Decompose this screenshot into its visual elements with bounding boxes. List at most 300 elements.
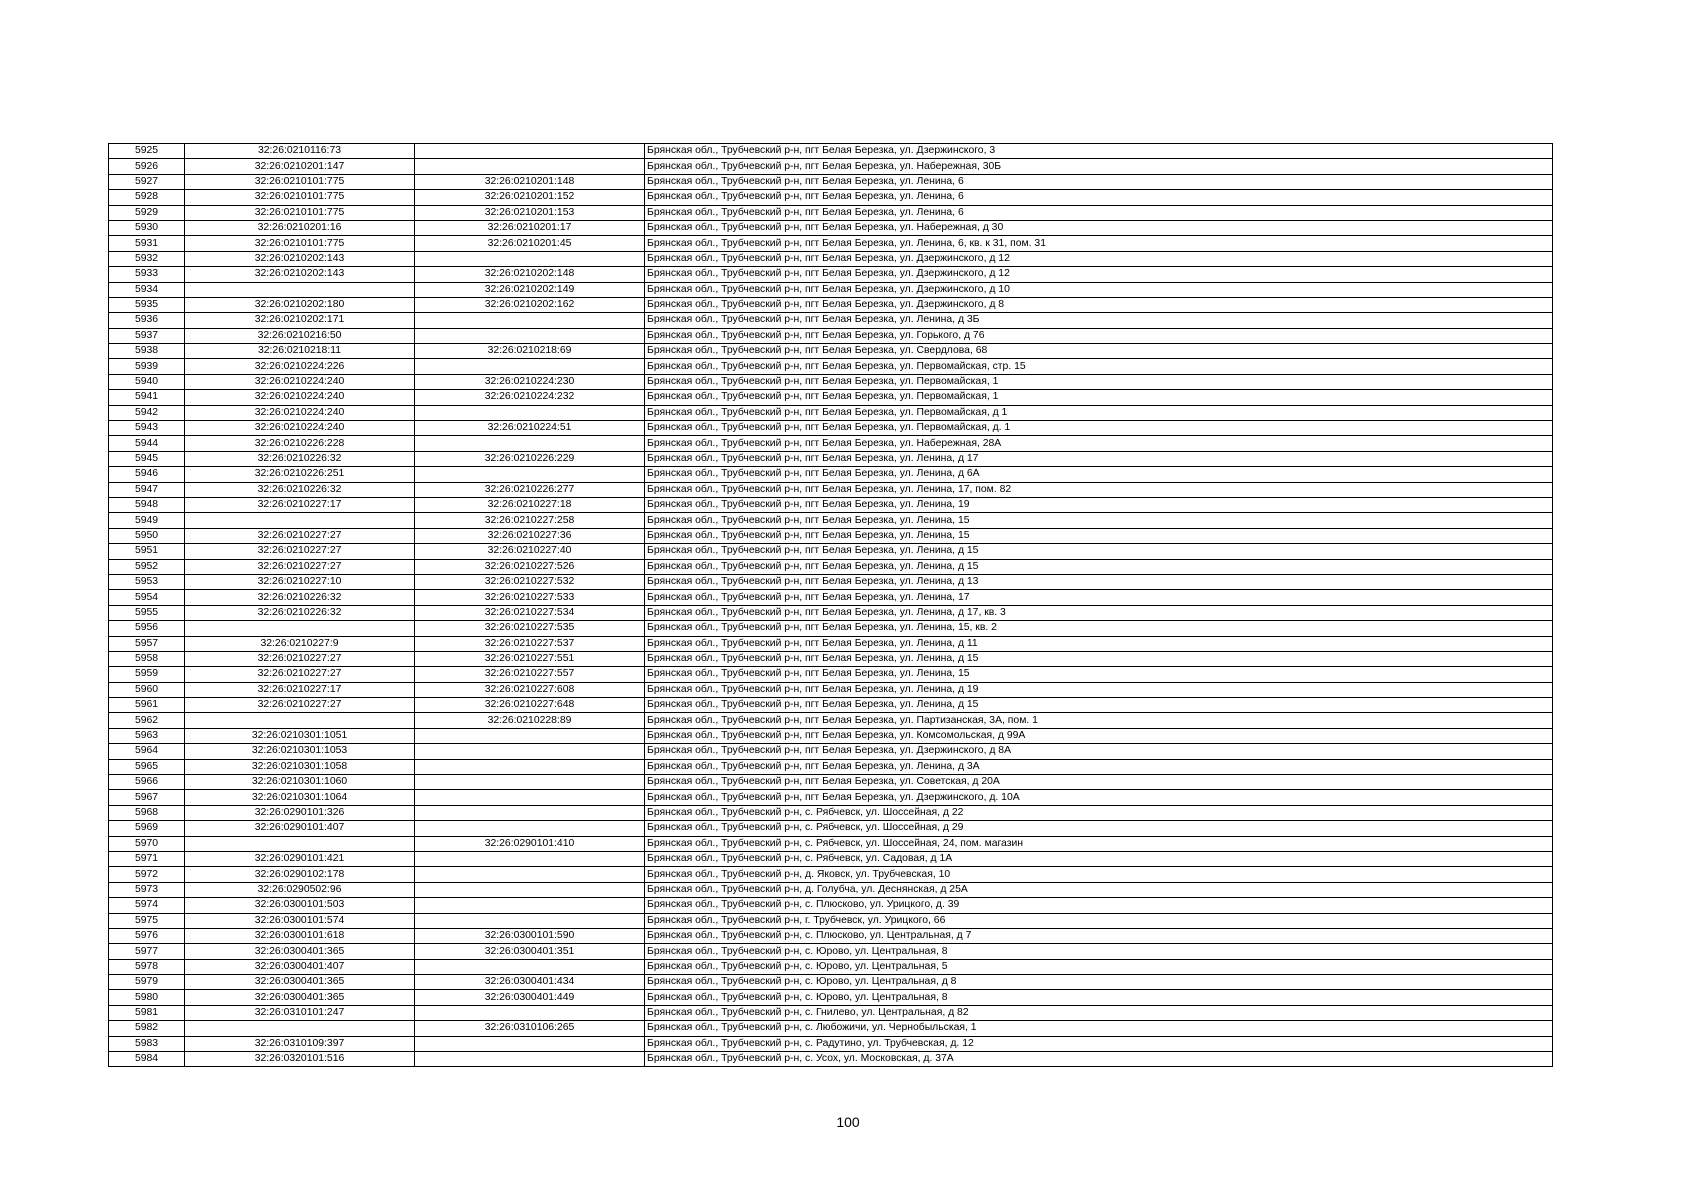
table-row [109, 913, 1553, 928]
cadastral-number-cell: 32:26:0210224:240 [185, 374, 415, 389]
table-row [109, 759, 1553, 774]
related-cadastral-number-cell [415, 1052, 645, 1067]
row-number-cell: 5928 [109, 190, 185, 205]
address-cell: Брянская обл., Трубчевский р-н, пгт Белая Березка, ул. Первомайская, 1 [645, 374, 1553, 389]
row-number-cell: 5963 [109, 728, 185, 743]
related-cadastral-number-cell: 32:26:0300101:590 [415, 928, 645, 943]
related-cadastral-number-cell: 32:26:0210227:551 [415, 651, 645, 666]
row-number-cell: 5926 [109, 159, 185, 174]
row-number-cell: 5979 [109, 975, 185, 990]
address-cell: Брянская обл., Трубчевский р-н, с. Рябчевск, ул. Шоссейная, д 29 [645, 821, 1553, 836]
row-number-cell: 5973 [109, 882, 185, 897]
related-cadastral-number-cell: 32:26:0210227:648 [415, 698, 645, 713]
table-row [109, 790, 1553, 805]
row-number-cell: 5954 [109, 590, 185, 605]
cadastral-number-cell: 32:26:0210227:27 [185, 651, 415, 666]
address-cell: Брянская обл., Трубчевский р-н, пгт Белая Березка, ул. Первомайская, д 1 [645, 405, 1553, 420]
related-cadastral-number-cell [415, 1005, 645, 1020]
related-cadastral-number-cell: 32:26:0300401:351 [415, 944, 645, 959]
cadastral-number-cell: 32:26:0290101:421 [185, 851, 415, 866]
related-cadastral-number-cell: 32:26:0210224:232 [415, 390, 645, 405]
row-number-cell: 5951 [109, 544, 185, 559]
related-cadastral-number-cell: 32:26:0210202:148 [415, 267, 645, 282]
table-row [109, 898, 1553, 913]
cadastral-number-cell: 32:26:0290101:326 [185, 805, 415, 820]
related-cadastral-number-cell [415, 728, 645, 743]
related-cadastral-number-cell: 32:26:0210201:153 [415, 205, 645, 220]
cadastral-number-cell [185, 713, 415, 728]
related-cadastral-number-cell [415, 851, 645, 866]
address-cell: Брянская обл., Трубчевский р-н, пгт Белая Березка, ул. Ленина, 19 [645, 497, 1553, 512]
cadastral-number-cell: 32:26:0300101:503 [185, 898, 415, 913]
address-cell: Брянская обл., Трубчевский р-н, пгт Белая Березка, ул. Первомайская, 1 [645, 390, 1553, 405]
address-cell: Брянская обл., Трубчевский р-н, пгт Белая Березка, ул. Ленина, д 15 [645, 651, 1553, 666]
table-row [109, 867, 1553, 882]
data-table [108, 143, 1553, 1067]
address-cell: Брянская обл., Трубчевский р-н, пгт Белая Березка, ул. Ленина, д 19 [645, 682, 1553, 697]
address-cell: Брянская обл., Трубчевский р-н, пгт Белая Березка, ул. Ленина, д 15 [645, 559, 1553, 574]
cadastral-number-cell: 32:26:0290102:178 [185, 867, 415, 882]
row-number-cell: 5950 [109, 528, 185, 543]
row-number-cell: 5952 [109, 559, 185, 574]
cadastral-number-cell: 32:26:0310109:397 [185, 1036, 415, 1051]
cadastral-number-cell: 32:26:0210101:775 [185, 174, 415, 189]
table-row [109, 621, 1553, 636]
cadastral-number-cell: 32:26:0210224:240 [185, 421, 415, 436]
cadastral-number-cell: 32:26:0320101:516 [185, 1052, 415, 1067]
address-cell: Брянская обл., Трубчевский р-н, пгт Белая Березка, ул. Ленина, д 17 [645, 451, 1553, 466]
row-number-cell: 5964 [109, 744, 185, 759]
cadastral-number-cell: 32:26:0300101:574 [185, 913, 415, 928]
row-number-cell: 5974 [109, 898, 185, 913]
related-cadastral-number-cell [415, 867, 645, 882]
address-cell: Брянская обл., Трубчевский р-н, с. Усох, ул. Московская, д. 37А [645, 1052, 1553, 1067]
related-cadastral-number-cell [415, 882, 645, 897]
address-cell: Брянская обл., Трубчевский р-н, пгт Белая Березка, ул. Ленина, 6 [645, 205, 1553, 220]
table-row [109, 728, 1553, 743]
related-cadastral-number-cell: 32:26:0210227:535 [415, 621, 645, 636]
related-cadastral-number-cell: 32:26:0210227:40 [415, 544, 645, 559]
related-cadastral-number-cell [415, 467, 645, 482]
cadastral-number-cell: 32:26:0210116:73 [185, 144, 415, 159]
address-cell: Брянская обл., Трубчевский р-н, пгт Белая Березка, ул. Ленина, 6, кв. к 31, пом. 31 [645, 236, 1553, 251]
address-cell: Брянская обл., Трубчевский р-н, пгт Белая Березка, ул. Ленина, 17, пом. 82 [645, 482, 1553, 497]
cadastral-number-cell: 32:26:0210301:1051 [185, 728, 415, 743]
related-cadastral-number-cell [415, 898, 645, 913]
related-cadastral-number-cell [415, 405, 645, 420]
address-cell: Брянская обл., Трубчевский р-н, пгт Белая Березка, ул. Ленина, 15 [645, 528, 1553, 543]
cadastral-number-cell: 32:26:0210224:226 [185, 359, 415, 374]
row-number-cell: 5937 [109, 328, 185, 343]
row-number-cell: 5965 [109, 759, 185, 774]
address-cell: Брянская обл., Трубчевский р-н, пгт Белая Березка, ул. Свердлова, 68 [645, 344, 1553, 359]
cadastral-number-cell: 32:26:0210301:1058 [185, 759, 415, 774]
address-cell: Брянская обл., Трубчевский р-н, пгт Белая Березка, ул. Ленина, 6 [645, 174, 1553, 189]
cadastral-number-cell: 32:26:0290101:407 [185, 821, 415, 836]
address-cell: Брянская обл., Трубчевский р-н, д. Голубча, ул. Деснянская, д 25А [645, 882, 1553, 897]
table-row [109, 390, 1553, 405]
table-row [109, 544, 1553, 559]
related-cadastral-number-cell: 32:26:0210227:18 [415, 497, 645, 512]
cadastral-number-cell: 32:26:0300401:365 [185, 944, 415, 959]
address-cell: Брянская обл., Трубчевский р-н, с. Радутино, ул. Трубчевская, д. 12 [645, 1036, 1553, 1051]
row-number-cell: 5966 [109, 775, 185, 790]
related-cadastral-number-cell [415, 1036, 645, 1051]
related-cadastral-number-cell [415, 775, 645, 790]
related-cadastral-number-cell: 32:26:0300401:449 [415, 990, 645, 1005]
table-row [109, 990, 1553, 1005]
cadastral-number-cell: 32:26:0210227:27 [185, 528, 415, 543]
address-cell: Брянская обл., Трубчевский р-н, пгт Белая Березка, ул. Дзержинского, д 12 [645, 267, 1553, 282]
address-cell: Брянская обл., Трубчевский р-н, с. Рябчевск, ул. Шоссейная, 24, пом. магазин [645, 836, 1553, 851]
row-number-cell: 5956 [109, 621, 185, 636]
address-cell: Брянская обл., Трубчевский р-н, с. Плюсково, ул. Урицкого, д. 39 [645, 898, 1553, 913]
address-cell: Брянская обл., Трубчевский р-н, пгт Белая Березка, ул. Дзержинского, д 10 [645, 282, 1553, 297]
cadastral-number-cell: 32:26:0210202:143 [185, 251, 415, 266]
cadastral-number-cell: 32:26:0210227:27 [185, 559, 415, 574]
row-number-cell: 5972 [109, 867, 185, 882]
row-number-cell: 5944 [109, 436, 185, 451]
table-row [109, 821, 1553, 836]
related-cadastral-number-cell: 32:26:0210202:149 [415, 282, 645, 297]
cadastral-number-cell: 32:26:0210101:775 [185, 190, 415, 205]
row-number-cell: 5977 [109, 944, 185, 959]
address-cell: Брянская обл., Трубчевский р-н, пгт Белая Березка, ул. Ленина, д 17, кв. 3 [645, 605, 1553, 620]
address-cell: Брянская обл., Трубчевский р-н, с. Рябчевск, ул. Садовая, д 1А [645, 851, 1553, 866]
table-row [109, 975, 1553, 990]
row-number-cell: 5934 [109, 282, 185, 297]
related-cadastral-number-cell [415, 144, 645, 159]
related-cadastral-number-cell [415, 744, 645, 759]
related-cadastral-number-cell: 32:26:0210227:534 [415, 605, 645, 620]
row-number-cell: 5941 [109, 390, 185, 405]
cadastral-number-cell [185, 282, 415, 297]
cadastral-number-cell: 32:26:0210301:1053 [185, 744, 415, 759]
row-number-cell: 5953 [109, 574, 185, 589]
related-cadastral-number-cell: 32:26:0210227:532 [415, 574, 645, 589]
cadastral-number-cell: 32:26:0210201:147 [185, 159, 415, 174]
related-cadastral-number-cell: 32:26:0210227:537 [415, 636, 645, 651]
row-number-cell: 5960 [109, 682, 185, 697]
row-number-cell: 5976 [109, 928, 185, 943]
row-number-cell: 5957 [109, 636, 185, 651]
table-row [109, 528, 1553, 543]
address-cell: Брянская обл., Трубчевский р-н, пгт Белая Березка, ул. Ленина, д 3А [645, 759, 1553, 774]
related-cadastral-number-cell: 32:26:0210226:277 [415, 482, 645, 497]
table-row [109, 882, 1553, 897]
cadastral-number-cell: 32:26:0210226:251 [185, 467, 415, 482]
table-row [109, 928, 1553, 943]
cadastral-number-cell: 32:26:0210226:32 [185, 590, 415, 605]
row-number-cell: 5927 [109, 174, 185, 189]
cadastral-number-cell: 32:26:0300101:618 [185, 928, 415, 943]
cadastral-number-cell: 32:26:0210227:27 [185, 698, 415, 713]
row-number-cell: 5975 [109, 913, 185, 928]
related-cadastral-number-cell: 32:26:0310106:265 [415, 1021, 645, 1036]
related-cadastral-number-cell [415, 359, 645, 374]
cadastral-number-cell: 32:26:0210301:1064 [185, 790, 415, 805]
table-row [109, 497, 1553, 512]
table-row [109, 944, 1553, 959]
address-cell: Брянская обл., Трубчевский р-н, пгт Белая Березка, ул. Набережная, 28А [645, 436, 1553, 451]
address-cell: Брянская обл., Трубчевский р-н, пгт Белая Березка, ул. Ленина, 15 [645, 667, 1553, 682]
table-row [109, 605, 1553, 620]
related-cadastral-number-cell [415, 959, 645, 974]
address-cell: Брянская обл., Трубчевский р-н, с. Плюсково, ул. Центральная, д 7 [645, 928, 1553, 943]
cadastral-number-cell: 32:26:0210226:32 [185, 482, 415, 497]
cadastral-number-cell: 32:26:0210227:27 [185, 667, 415, 682]
row-number-cell: 5945 [109, 451, 185, 466]
cadastral-number-cell: 32:26:0300401:365 [185, 990, 415, 1005]
table-row [109, 636, 1553, 651]
cadastral-number-cell [185, 836, 415, 851]
cadastral-number-cell [185, 1021, 415, 1036]
cadastral-number-cell: 32:26:0210226:32 [185, 605, 415, 620]
related-cadastral-number-cell [415, 913, 645, 928]
table-row [109, 698, 1553, 713]
cadastral-number-cell: 32:26:0210224:240 [185, 390, 415, 405]
table-row [109, 667, 1553, 682]
table-row [109, 436, 1553, 451]
cadastral-number-cell: 32:26:0300401:407 [185, 959, 415, 974]
table-row [109, 805, 1553, 820]
row-number-cell: 5940 [109, 374, 185, 389]
row-number-cell: 5933 [109, 267, 185, 282]
related-cadastral-number-cell [415, 759, 645, 774]
row-number-cell: 5970 [109, 836, 185, 851]
table-row [109, 467, 1553, 482]
table-row [109, 959, 1553, 974]
address-cell: Брянская обл., Трубчевский р-н, пгт Белая Березка, ул. Дзержинского, д 8А [645, 744, 1553, 759]
cadastral-number-cell: 32:26:0210101:775 [185, 236, 415, 251]
related-cadastral-number-cell: 32:26:0210227:557 [415, 667, 645, 682]
table-row [109, 451, 1553, 466]
table-row [109, 851, 1553, 866]
cadastral-number-cell: 32:26:0290502:96 [185, 882, 415, 897]
cadastral-number-cell [185, 621, 415, 636]
related-cadastral-number-cell [415, 821, 645, 836]
table-row [109, 1021, 1553, 1036]
related-cadastral-number-cell: 32:26:0210226:229 [415, 451, 645, 466]
table-row [109, 267, 1553, 282]
row-number-cell: 5943 [109, 421, 185, 436]
address-cell: Брянская обл., Трубчевский р-н, пгт Белая Березка, ул. Набережная, д 30 [645, 220, 1553, 235]
related-cadastral-number-cell [415, 805, 645, 820]
related-cadastral-number-cell: 32:26:0210227:533 [415, 590, 645, 605]
related-cadastral-number-cell [415, 328, 645, 343]
cadastral-number-cell: 32:26:0210201:16 [185, 220, 415, 235]
address-cell: Брянская обл., Трубчевский р-н, пгт Белая Березка, ул. Ленина, д 3Б [645, 313, 1553, 328]
address-cell: Брянская обл., Трубчевский р-н, с. Юрово, ул. Центральная, 8 [645, 944, 1553, 959]
address-cell: Брянская обл., Трубчевский р-н, пгт Белая Березка, ул. Партизанская, 3А, пом. 1 [645, 713, 1553, 728]
cadastral-number-cell: 32:26:0210227:17 [185, 497, 415, 512]
address-cell: Брянская обл., Трубчевский р-н, пгт Белая Березка, ул. Ленина, 15, кв. 2 [645, 621, 1553, 636]
cadastral-number-cell: 32:26:0210226:32 [185, 451, 415, 466]
table-row [109, 1005, 1553, 1020]
table-row [109, 1052, 1553, 1067]
table-row [109, 1036, 1553, 1051]
row-number-cell: 5948 [109, 497, 185, 512]
address-cell: Брянская обл., Трубчевский р-н, пгт Белая Березка, ул. Дзержинского, д. 10А [645, 790, 1553, 805]
related-cadastral-number-cell: 32:26:0210227:608 [415, 682, 645, 697]
row-number-cell: 5969 [109, 821, 185, 836]
row-number-cell: 5942 [109, 405, 185, 420]
row-number-cell: 5971 [109, 851, 185, 866]
address-cell: Брянская обл., Трубчевский р-н, пгт Белая Березка, ул. Ленина, 15 [645, 513, 1553, 528]
table-row [109, 590, 1553, 605]
cadastral-number-cell: 32:26:0210101:775 [185, 205, 415, 220]
table-row [109, 297, 1553, 312]
table-row [109, 682, 1553, 697]
cadastral-number-cell: 32:26:0210202:180 [185, 297, 415, 312]
address-cell: Брянская обл., Трубчевский р-н, с. Любожичи, ул. Чернобыльская, 1 [645, 1021, 1553, 1036]
row-number-cell: 5967 [109, 790, 185, 805]
address-cell: Брянская обл., Трубчевский р-н, пгт Белая Березка, ул. Ленина, д 15 [645, 698, 1553, 713]
related-cadastral-number-cell: 32:26:0210201:152 [415, 190, 645, 205]
table-row [109, 421, 1553, 436]
row-number-cell: 5939 [109, 359, 185, 374]
table-row [109, 236, 1553, 251]
table-row [109, 405, 1553, 420]
table-row [109, 836, 1553, 851]
cadastral-number-cell: 32:26:0210224:240 [185, 405, 415, 420]
address-cell: Брянская обл., Трубчевский р-н, пгт Белая Березка, ул. Первомайская, д. 1 [645, 421, 1553, 436]
cadastral-number-cell: 32:26:0210227:27 [185, 544, 415, 559]
address-cell: Брянская обл., Трубчевский р-н, пгт Белая Березка, ул. Дзержинского, 3 [645, 144, 1553, 159]
row-number-cell: 5936 [109, 313, 185, 328]
table-row [109, 559, 1553, 574]
address-cell: Брянская обл., Трубчевский р-н, пгт Белая Березка, ул. Первомайская, стр. 15 [645, 359, 1553, 374]
table-row [109, 205, 1553, 220]
cadastral-number-cell: 32:26:0210301:1060 [185, 775, 415, 790]
cadastral-number-cell: 32:26:0210218:11 [185, 344, 415, 359]
related-cadastral-number-cell [415, 159, 645, 174]
related-cadastral-number-cell: 32:26:0210218:69 [415, 344, 645, 359]
related-cadastral-number-cell: 32:26:0210201:45 [415, 236, 645, 251]
row-number-cell: 5929 [109, 205, 185, 220]
table-row [109, 513, 1553, 528]
row-number-cell: 5930 [109, 220, 185, 235]
table-row [109, 313, 1553, 328]
row-number-cell: 5938 [109, 344, 185, 359]
cadastral-number-cell: 32:26:0210216:50 [185, 328, 415, 343]
table-row [109, 144, 1553, 159]
cadastral-number-cell: 32:26:0210227:17 [185, 682, 415, 697]
row-number-cell: 5984 [109, 1052, 185, 1067]
cadastral-number-cell: 32:26:0210226:228 [185, 436, 415, 451]
row-number-cell: 5947 [109, 482, 185, 497]
page-number: 100 [836, 1114, 860, 1130]
related-cadastral-number-cell: 32:26:0210227:36 [415, 528, 645, 543]
cadastral-number-cell: 32:26:0210202:143 [185, 267, 415, 282]
address-cell: Брянская обл., Трубчевский р-н, пгт Белая Березка, ул. Ленина, 6 [645, 190, 1553, 205]
table-row [109, 159, 1553, 174]
related-cadastral-number-cell: 32:26:0210201:17 [415, 220, 645, 235]
row-number-cell: 5978 [109, 959, 185, 974]
row-number-cell: 5961 [109, 698, 185, 713]
related-cadastral-number-cell [415, 251, 645, 266]
address-cell: Брянская обл., Трубчевский р-н, с. Юрово, ул. Центральная, 5 [645, 959, 1553, 974]
cadastral-number-cell: 32:26:0210202:171 [185, 313, 415, 328]
related-cadastral-number-cell: 32:26:0290101:410 [415, 836, 645, 851]
table-row [109, 744, 1553, 759]
address-cell: Брянская обл., Трубчевский р-н, пгт Белая Березка, ул. Ленина, 17 [645, 590, 1553, 605]
related-cadastral-number-cell: 32:26:0210224:230 [415, 374, 645, 389]
address-cell: Брянская обл., Трубчевский р-н, пгт Белая Березка, ул. Горького, д 76 [645, 328, 1553, 343]
related-cadastral-number-cell: 32:26:0210224:51 [415, 421, 645, 436]
row-number-cell: 5980 [109, 990, 185, 1005]
row-number-cell: 5958 [109, 651, 185, 666]
address-cell: Брянская обл., Трубчевский р-н, г. Трубчевск, ул. Урицкого, 66 [645, 913, 1553, 928]
cadastral-number-cell: 32:26:0210227:10 [185, 574, 415, 589]
table-row [109, 282, 1553, 297]
related-cadastral-number-cell [415, 436, 645, 451]
row-number-cell: 5955 [109, 605, 185, 620]
table-row [109, 174, 1553, 189]
table-row [109, 713, 1553, 728]
table-row [109, 251, 1553, 266]
cadastral-number-cell [185, 513, 415, 528]
address-cell: Брянская обл., Трубчевский р-н, пгт Белая Березка, ул. Дзержинского, д 8 [645, 297, 1553, 312]
related-cadastral-number-cell [415, 313, 645, 328]
table-row [109, 190, 1553, 205]
address-cell: Брянская обл., Трубчевский р-н, с. Юрово, ул. Центральная, д 8 [645, 975, 1553, 990]
row-number-cell: 5925 [109, 144, 185, 159]
related-cadastral-number-cell: 32:26:0300401:434 [415, 975, 645, 990]
cadastral-number-cell: 32:26:0300401:365 [185, 975, 415, 990]
row-number-cell: 5968 [109, 805, 185, 820]
table-row [109, 344, 1553, 359]
table-row [109, 374, 1553, 389]
related-cadastral-number-cell: 32:26:0210228:89 [415, 713, 645, 728]
cadastral-number-cell: 32:26:0210227:9 [185, 636, 415, 651]
table-row [109, 775, 1553, 790]
related-cadastral-number-cell: 32:26:0210227:526 [415, 559, 645, 574]
address-cell: Брянская обл., Трубчевский р-н, пгт Белая Березка, ул. Набережная, 30Б [645, 159, 1553, 174]
row-number-cell: 5981 [109, 1005, 185, 1020]
address-cell: Брянская обл., Трубчевский р-н, д. Яковск, ул. Трубчевская, 10 [645, 867, 1553, 882]
table-row [109, 482, 1553, 497]
related-cadastral-number-cell: 32:26:0210201:148 [415, 174, 645, 189]
row-number-cell: 5949 [109, 513, 185, 528]
row-number-cell: 5946 [109, 467, 185, 482]
row-number-cell: 5931 [109, 236, 185, 251]
address-cell: Брянская обл., Трубчевский р-н, пгт Белая Березка, ул. Ленина, д 15 [645, 544, 1553, 559]
address-cell: Брянская обл., Трубчевский р-н, пгт Белая Березка, ул. Комсомольская, д 99А [645, 728, 1553, 743]
row-number-cell: 5962 [109, 713, 185, 728]
row-number-cell: 5983 [109, 1036, 185, 1051]
related-cadastral-number-cell [415, 790, 645, 805]
address-cell: Брянская обл., Трубчевский р-н, пгт Белая Березка, ул. Дзержинского, д 12 [645, 251, 1553, 266]
table-row [109, 328, 1553, 343]
address-cell: Брянская обл., Трубчевский р-н, с. Юрово, ул. Центральная, 8 [645, 990, 1553, 1005]
row-number-cell: 5982 [109, 1021, 185, 1036]
address-cell: Брянская обл., Трубчевский р-н, с. Рябчевск, ул. Шоссейная, д 22 [645, 805, 1553, 820]
table-row [109, 574, 1553, 589]
row-number-cell: 5959 [109, 667, 185, 682]
address-cell: Брянская обл., Трубчевский р-н, пгт Белая Березка, ул. Ленина, д 11 [645, 636, 1553, 651]
table-row [109, 220, 1553, 235]
address-cell: Брянская обл., Трубчевский р-н, пгт Белая Березка, ул. Ленина, д 13 [645, 574, 1553, 589]
row-number-cell: 5932 [109, 251, 185, 266]
cadastral-number-cell: 32:26:0310101:247 [185, 1005, 415, 1020]
table-body [109, 144, 1553, 1067]
row-number-cell: 5935 [109, 297, 185, 312]
address-cell: Брянская обл., Трубчевский р-н, пгт Белая Березка, ул. Ленина, д 6А [645, 467, 1553, 482]
address-cell: Брянская обл., Трубчевский р-н, пгт Белая Березка, ул. Советская, д 20А [645, 775, 1553, 790]
table-row [109, 651, 1553, 666]
related-cadastral-number-cell: 32:26:0210202:162 [415, 297, 645, 312]
